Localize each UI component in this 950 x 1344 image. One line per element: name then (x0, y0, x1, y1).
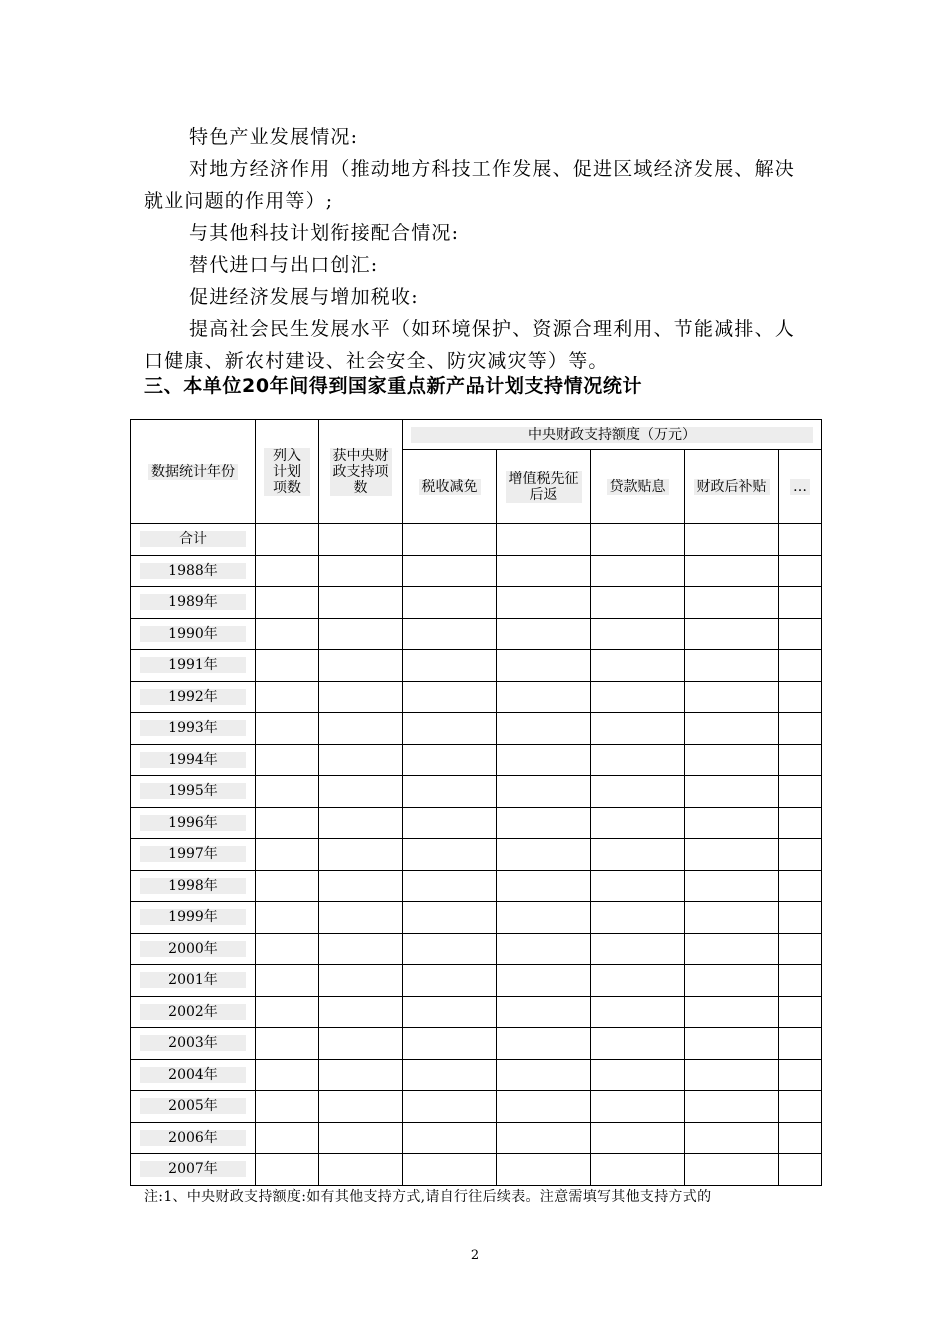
data-cell[interactable] (591, 587, 685, 619)
year-cell (131, 870, 256, 902)
data-cell[interactable] (497, 1154, 591, 1186)
row-label: 1992年 (140, 689, 246, 705)
paragraph-import-export: 替代进口与出口创汇: (189, 254, 379, 276)
data-cell[interactable] (319, 555, 403, 587)
data-cell[interactable] (685, 555, 779, 587)
data-cell[interactable] (497, 681, 591, 713)
header-listed-cell (256, 420, 319, 524)
data-cell[interactable] (319, 524, 403, 556)
table-row (131, 776, 822, 808)
year-cell (131, 618, 256, 650)
year-cell (131, 713, 256, 745)
data-cell[interactable] (685, 1028, 779, 1060)
data-cell[interactable] (591, 1091, 685, 1123)
data-cell[interactable] (319, 618, 403, 650)
table-row (131, 650, 822, 682)
data-cell[interactable] (256, 1059, 319, 1091)
data-cell[interactable] (403, 744, 497, 776)
data-cell[interactable] (497, 807, 591, 839)
year-cell (131, 996, 256, 1028)
data-cell[interactable] (319, 902, 403, 934)
year-cell (131, 650, 256, 682)
subheader-post-subsidy: 财政后补贴 (694, 479, 770, 495)
data-cell[interactable] (591, 870, 685, 902)
header-group-cell (403, 420, 822, 450)
data-cell[interactable] (403, 807, 497, 839)
row-label: 1994年 (140, 752, 246, 768)
data-cell[interactable] (403, 1091, 497, 1123)
data-cell[interactable] (403, 713, 497, 745)
data-cell[interactable] (779, 618, 822, 650)
year-cell (131, 1122, 256, 1154)
data-cell[interactable] (591, 681, 685, 713)
data-cell[interactable] (591, 618, 685, 650)
header-listed: 列入计划项数 (264, 448, 310, 496)
year-cell (131, 1091, 256, 1123)
data-cell[interactable] (685, 1091, 779, 1123)
row-label: 1993年 (140, 720, 246, 736)
data-cell[interactable] (497, 650, 591, 682)
year-cell (131, 744, 256, 776)
data-cell[interactable] (256, 1091, 319, 1123)
year-cell (131, 965, 256, 997)
data-cell[interactable] (497, 902, 591, 934)
table-row (131, 713, 822, 745)
data-cell[interactable] (497, 839, 591, 871)
data-cell[interactable] (319, 1091, 403, 1123)
data-cell[interactable] (319, 776, 403, 808)
data-cell[interactable] (591, 839, 685, 871)
data-cell[interactable] (591, 1122, 685, 1154)
subheader-tax-cell (403, 450, 497, 524)
table-row (131, 807, 822, 839)
data-cell[interactable] (591, 744, 685, 776)
data-cell[interactable] (591, 524, 685, 556)
data-cell[interactable] (591, 1059, 685, 1091)
page-number: 2 (470, 1248, 480, 1263)
subheader-loan-subsidy: 贷款贴息 (607, 479, 669, 495)
row-label: 1991年 (140, 657, 246, 673)
data-cell[interactable] (256, 587, 319, 619)
year-cell (131, 587, 256, 619)
data-cell[interactable] (403, 996, 497, 1028)
data-cell[interactable] (319, 839, 403, 871)
year-cell (131, 681, 256, 713)
data-cell[interactable] (403, 1122, 497, 1154)
row-label: 1988年 (140, 563, 246, 579)
data-cell[interactable] (779, 965, 822, 997)
data-cell[interactable] (591, 650, 685, 682)
data-cell[interactable] (685, 618, 779, 650)
data-cell[interactable] (779, 807, 822, 839)
table-row (131, 965, 822, 997)
subheader-more-cell (779, 450, 822, 524)
header-year-cell (131, 420, 256, 524)
data-cell[interactable] (497, 1122, 591, 1154)
data-cell[interactable] (497, 744, 591, 776)
data-cell[interactable] (403, 870, 497, 902)
subheader-vat-cell (497, 450, 591, 524)
section-heading: 三、本单位20年间得到国家重点新产品计划支持情况统计 (144, 375, 643, 397)
data-cell[interactable] (497, 713, 591, 745)
data-cell[interactable] (591, 902, 685, 934)
data-cell[interactable] (256, 681, 319, 713)
data-cell[interactable] (685, 524, 779, 556)
data-cell[interactable] (403, 650, 497, 682)
table-row (131, 902, 822, 934)
header-year: 数据统计年份 (148, 464, 238, 480)
data-cell[interactable] (779, 555, 822, 587)
data-cell[interactable] (591, 555, 685, 587)
table-row (131, 933, 822, 965)
data-cell[interactable] (497, 524, 591, 556)
table-row (131, 1059, 822, 1091)
row-label: 2004年 (140, 1067, 246, 1083)
data-cell[interactable] (497, 870, 591, 902)
data-cell[interactable] (591, 933, 685, 965)
row-label: 1990年 (140, 626, 246, 642)
data-cell[interactable] (685, 650, 779, 682)
data-cell[interactable] (685, 965, 779, 997)
data-cell[interactable] (685, 902, 779, 934)
data-cell[interactable] (319, 713, 403, 745)
data-cell[interactable] (779, 902, 822, 934)
data-cell[interactable] (256, 650, 319, 682)
data-cell[interactable] (779, 650, 822, 682)
header-funded-cell (319, 420, 403, 524)
row-label: 2006年 (140, 1130, 246, 1146)
data-cell[interactable] (685, 713, 779, 745)
data-cell[interactable] (779, 681, 822, 713)
data-cell[interactable] (685, 839, 779, 871)
data-cell[interactable] (319, 1154, 403, 1186)
data-cell[interactable] (319, 587, 403, 619)
data-cell[interactable] (779, 933, 822, 965)
table-row (131, 744, 822, 776)
data-cell[interactable] (256, 807, 319, 839)
data-cell[interactable] (497, 1091, 591, 1123)
data-cell[interactable] (319, 1028, 403, 1060)
table-row (131, 555, 822, 587)
data-cell[interactable] (256, 555, 319, 587)
data-cell[interactable] (685, 870, 779, 902)
row-label: 合计 (140, 531, 246, 547)
data-cell[interactable] (319, 996, 403, 1028)
row-label: 2001年 (140, 972, 246, 988)
data-cell[interactable] (685, 1154, 779, 1186)
row-label: 2002年 (140, 1004, 246, 1020)
data-cell[interactable] (685, 807, 779, 839)
row-label: 2003年 (140, 1035, 246, 1051)
paragraph-local-economy: 对地方经济作用（推动地方科技工作发展、促进区域经济发展、解决就业问题的作用等）; (144, 158, 796, 212)
data-cell[interactable] (256, 776, 319, 808)
year-cell (131, 807, 256, 839)
data-cell[interactable] (779, 776, 822, 808)
table-note: 注:1、中央财政支持额度:如有其他支持方式,请自行往后续表。注意需填写其他支持方式的 (144, 1189, 712, 1205)
year-cell (131, 839, 256, 871)
data-cell[interactable] (779, 1059, 822, 1091)
data-cell[interactable] (591, 1154, 685, 1186)
data-cell[interactable] (779, 1122, 822, 1154)
data-cell[interactable] (256, 996, 319, 1028)
data-cell[interactable] (497, 1028, 591, 1060)
data-cell[interactable] (319, 744, 403, 776)
data-cell[interactable] (403, 618, 497, 650)
data-cell[interactable] (256, 744, 319, 776)
data-cell[interactable] (779, 1091, 822, 1123)
table-row (131, 1154, 822, 1186)
data-cell[interactable] (319, 807, 403, 839)
data-cell[interactable] (779, 744, 822, 776)
data-cell[interactable] (685, 1059, 779, 1091)
data-cell[interactable] (685, 744, 779, 776)
year-cell (131, 555, 256, 587)
data-cell[interactable] (256, 618, 319, 650)
data-cell[interactable] (497, 1059, 591, 1091)
data-cell[interactable] (319, 933, 403, 965)
data-cell[interactable] (403, 524, 497, 556)
paragraph-tax-revenue: 促进经济发展与增加税收: (189, 286, 419, 308)
table-row (131, 1028, 822, 1060)
data-cell[interactable] (403, 1154, 497, 1186)
data-cell[interactable] (403, 587, 497, 619)
year-cell (131, 902, 256, 934)
data-cell[interactable] (685, 1122, 779, 1154)
table-row (131, 681, 822, 713)
data-cell[interactable] (319, 1059, 403, 1091)
table-header-row (131, 420, 822, 450)
table-row (131, 839, 822, 871)
row-label: 1998年 (140, 878, 246, 894)
data-cell[interactable] (591, 996, 685, 1028)
data-cell[interactable] (685, 776, 779, 808)
row-label: 1997年 (140, 846, 246, 862)
row-label: 1996年 (140, 815, 246, 831)
data-cell[interactable] (403, 776, 497, 808)
data-cell[interactable] (779, 839, 822, 871)
row-label: 2007年 (140, 1161, 246, 1177)
table-row (131, 870, 822, 902)
data-cell[interactable] (403, 1028, 497, 1060)
data-cell[interactable] (591, 713, 685, 745)
paragraph-social-welfare: 提高社会民生发展水平（如环境保护、资源合理利用、节能减排、人口健康、新农村建设、社会安全、防灾减灾等）等。 (144, 318, 796, 372)
data-cell[interactable] (591, 965, 685, 997)
data-cell[interactable] (497, 618, 591, 650)
table-row (131, 996, 822, 1028)
data-cell[interactable] (497, 996, 591, 1028)
data-cell[interactable] (779, 1028, 822, 1060)
subheader-vat-refund: 增值税先征后返 (506, 471, 582, 503)
header-funded: 获中央财政支持项数 (330, 448, 392, 496)
data-cell[interactable] (497, 587, 591, 619)
data-cell[interactable] (779, 1154, 822, 1186)
data-cell[interactable] (403, 965, 497, 997)
data-cell[interactable] (403, 555, 497, 587)
subheader-tax-relief: 税收减免 (419, 479, 481, 495)
data-cell[interactable] (497, 933, 591, 965)
data-cell[interactable] (256, 965, 319, 997)
data-cell[interactable] (319, 870, 403, 902)
subheader-post-cell (685, 450, 779, 524)
header-group-title: 中央财政支持额度（万元） (411, 427, 813, 443)
year-cell (131, 1154, 256, 1186)
data-cell[interactable] (591, 776, 685, 808)
data-cell[interactable] (497, 776, 591, 808)
data-cell[interactable] (256, 1154, 319, 1186)
table-row (131, 587, 822, 619)
data-cell[interactable] (319, 681, 403, 713)
support-statistics-table (130, 419, 822, 1186)
table-row (131, 1091, 822, 1123)
data-cell[interactable] (591, 1028, 685, 1060)
data-cell[interactable] (319, 650, 403, 682)
paragraph-plan-coordination: 与其他科技计划衔接配合情况: (189, 222, 460, 244)
data-cell[interactable] (685, 587, 779, 619)
data-cell[interactable] (403, 681, 497, 713)
paragraph-featured-industry: 特色产业发展情况: (189, 126, 359, 148)
data-cell[interactable] (779, 524, 822, 556)
data-cell[interactable] (256, 524, 319, 556)
data-cell[interactable] (685, 933, 779, 965)
data-cell[interactable] (403, 933, 497, 965)
data-cell[interactable] (256, 933, 319, 965)
data-cell[interactable] (685, 681, 779, 713)
data-cell[interactable] (256, 839, 319, 871)
subheader-loan-cell (591, 450, 685, 524)
table-row (131, 1122, 822, 1154)
row-label: 2000年 (140, 941, 246, 957)
data-cell[interactable] (685, 996, 779, 1028)
data-cell[interactable] (591, 807, 685, 839)
table-row (131, 524, 822, 556)
year-cell (131, 933, 256, 965)
data-cell[interactable] (779, 587, 822, 619)
row-label: 1989年 (140, 594, 246, 610)
year-cell (131, 1059, 256, 1091)
data-cell[interactable] (403, 839, 497, 871)
data-cell[interactable] (319, 1122, 403, 1154)
subheader-more: … (790, 479, 810, 495)
table-row (131, 618, 822, 650)
data-cell[interactable] (256, 870, 319, 902)
year-cell (131, 776, 256, 808)
row-label: 1995年 (140, 783, 246, 799)
data-cell[interactable] (403, 902, 497, 934)
data-cell[interactable] (319, 965, 403, 997)
data-cell[interactable] (256, 1122, 319, 1154)
data-cell[interactable] (497, 965, 591, 997)
row-label: 2005年 (140, 1098, 246, 1114)
data-cell[interactable] (256, 713, 319, 745)
year-cell (131, 524, 256, 556)
row-label: 1999年 (140, 909, 246, 925)
data-cell[interactable] (779, 996, 822, 1028)
data-cell[interactable] (403, 1059, 497, 1091)
data-cell[interactable] (779, 713, 822, 745)
data-cell[interactable] (779, 870, 822, 902)
data-cell[interactable] (497, 555, 591, 587)
year-cell (131, 1028, 256, 1060)
data-cell[interactable] (256, 1028, 319, 1060)
data-cell[interactable] (256, 902, 319, 934)
